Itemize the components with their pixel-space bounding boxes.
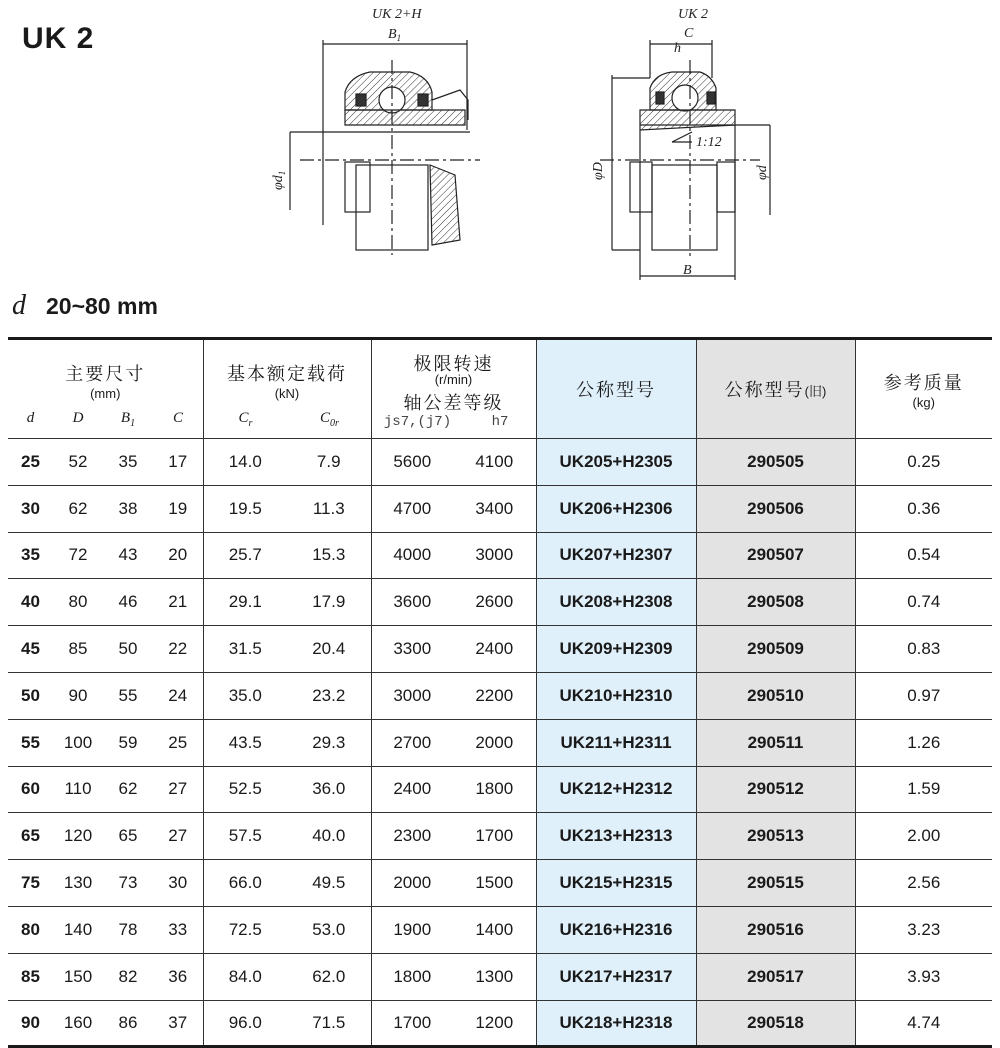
B-dim-label: B	[683, 263, 692, 278]
cell-Cr: 14.0	[203, 439, 287, 486]
cell-Cr: 31.5	[203, 626, 287, 673]
range-symbol: d	[12, 290, 26, 321]
hdr-main-dims: 主要尺寸 (mm) d D $B_1$ C	[8, 339, 203, 439]
cell-old-model: 290515	[696, 860, 855, 907]
cell-mass: 0.25	[855, 439, 992, 486]
cell-model: UK205+H2305	[536, 439, 696, 486]
cell-D: 120	[53, 813, 103, 860]
cell-C: 17	[153, 439, 203, 486]
cell-d: 85	[8, 953, 53, 1000]
cell-C0r: 71.5	[287, 1000, 371, 1047]
cell-D: 62	[53, 485, 103, 532]
cell-Cr: 29.1	[203, 579, 287, 626]
cell-D: 90	[53, 672, 103, 719]
cell-C0r: 49.5	[287, 860, 371, 907]
cell-d: 45	[8, 626, 53, 673]
spec-table	[8, 337, 992, 1048]
cell-B1: 78	[103, 906, 153, 953]
cell-B1: 46	[103, 579, 153, 626]
cell-D: 72	[53, 532, 103, 579]
cell-speed-h7: 1400	[453, 906, 536, 953]
cell-old-model: 290512	[696, 766, 855, 813]
cell-Cr: 35.0	[203, 672, 287, 719]
cell-old-model: 290509	[696, 626, 855, 673]
h-dim-label: h	[674, 41, 681, 56]
table-header	[8, 339, 992, 439]
hdr-speed: 极限转速 (r/min) 轴公差等级 js7,(j7) h7	[371, 339, 536, 439]
cell-C0r: 62.0	[287, 953, 371, 1000]
cell-speed-h7: 4100	[453, 439, 536, 486]
cell-Cr: 52.5	[203, 766, 287, 813]
cell-model: UK207+H2307	[536, 532, 696, 579]
b1-dim-label: $B_1$	[388, 27, 402, 43]
cell-speed-h7: 1500	[453, 860, 536, 907]
cell-model: UK206+H2306	[536, 485, 696, 532]
cell-C0r: 53.0	[287, 906, 371, 953]
cell-C0r: 23.2	[287, 672, 371, 719]
cell-Cr: 57.5	[203, 813, 287, 860]
table-row	[8, 532, 992, 579]
cell-C: 22	[153, 626, 203, 673]
cell-mass: 0.74	[855, 579, 992, 626]
cell-model: UK216+H2316	[536, 906, 696, 953]
cell-speed-js7: 1900	[371, 906, 453, 953]
hdr-mass: 参考质量 (kg)	[855, 339, 992, 439]
cell-d: 90	[8, 1000, 53, 1047]
cell-d: 60	[8, 766, 53, 813]
table-row	[8, 1000, 992, 1047]
cell-C: 20	[153, 532, 203, 579]
cell-speed-js7: 4000	[371, 532, 453, 579]
cell-speed-h7: 2200	[453, 672, 536, 719]
cell-speed-js7: 2400	[371, 766, 453, 813]
cell-speed-h7: 1200	[453, 1000, 536, 1047]
table-row	[8, 860, 992, 907]
cell-B1: 86	[103, 1000, 153, 1047]
hdr-model: 公称型号	[536, 339, 696, 439]
cell-mass: 1.26	[855, 719, 992, 766]
cell-B1: 38	[103, 485, 153, 532]
bearing-drawings	[0, 0, 1000, 290]
cell-mass: 0.54	[855, 532, 992, 579]
cell-model: UK215+H2315	[536, 860, 696, 907]
cell-D: 110	[53, 766, 103, 813]
cell-B1: 55	[103, 672, 153, 719]
cell-C: 33	[153, 906, 203, 953]
cell-model: UK212+H2312	[536, 766, 696, 813]
cell-speed-h7: 1800	[453, 766, 536, 813]
cell-mass: 1.59	[855, 766, 992, 813]
table-row	[8, 485, 992, 532]
cell-d: 80	[8, 906, 53, 953]
cell-D: 130	[53, 860, 103, 907]
d-dim-label: φd	[755, 165, 770, 180]
hdr-old-model: 公称型号(旧)	[696, 339, 855, 439]
table-row	[8, 813, 992, 860]
cell-model: UK213+H2313	[536, 813, 696, 860]
cell-B1: 65	[103, 813, 153, 860]
cell-B1: 50	[103, 626, 153, 673]
cell-d: 25	[8, 439, 53, 486]
cell-model: UK218+H2318	[536, 1000, 696, 1047]
cell-C: 21	[153, 579, 203, 626]
cell-old-model: 290508	[696, 579, 855, 626]
cell-C: 19	[153, 485, 203, 532]
taper-label: 1:12	[696, 135, 722, 150]
cell-B1: 43	[103, 532, 153, 579]
cell-C0r: 29.3	[287, 719, 371, 766]
cell-D: 100	[53, 719, 103, 766]
cell-speed-h7: 2000	[453, 719, 536, 766]
cell-d: 65	[8, 813, 53, 860]
table-row	[8, 626, 992, 673]
cell-speed-js7: 1700	[371, 1000, 453, 1047]
cell-Cr: 72.5	[203, 906, 287, 953]
table-row	[8, 906, 992, 953]
cell-Cr: 96.0	[203, 1000, 287, 1047]
cell-C0r: 7.9	[287, 439, 371, 486]
cell-speed-js7: 2300	[371, 813, 453, 860]
cell-old-model: 290510	[696, 672, 855, 719]
cell-mass: 0.83	[855, 626, 992, 673]
table-row	[8, 579, 992, 626]
cell-speed-h7: 2400	[453, 626, 536, 673]
cell-C: 24	[153, 672, 203, 719]
cell-B1: 35	[103, 439, 153, 486]
cell-old-model: 290511	[696, 719, 855, 766]
cell-C0r: 17.9	[287, 579, 371, 626]
cell-speed-js7: 5600	[371, 439, 453, 486]
uk2-drawing	[600, 40, 770, 280]
cell-speed-h7: 1300	[453, 953, 536, 1000]
cell-C: 27	[153, 813, 203, 860]
cell-d: 40	[8, 579, 53, 626]
cell-D: 150	[53, 953, 103, 1000]
cell-C: 25	[153, 719, 203, 766]
cell-mass: 2.00	[855, 813, 992, 860]
cell-mass: 3.93	[855, 953, 992, 1000]
d1-dim-label: $\varphi d_1$	[271, 170, 287, 190]
cell-C0r: 15.3	[287, 532, 371, 579]
cell-old-model: 290507	[696, 532, 855, 579]
cell-model: UK210+H2310	[536, 672, 696, 719]
cell-model: UK209+H2309	[536, 626, 696, 673]
cell-speed-h7: 3400	[453, 485, 536, 532]
cell-Cr: 84.0	[203, 953, 287, 1000]
uk2h-label: UK 2+H	[372, 7, 422, 22]
cell-D: 140	[53, 906, 103, 953]
cell-speed-js7: 2700	[371, 719, 453, 766]
cell-D: 160	[53, 1000, 103, 1047]
uk2h-drawing	[290, 40, 480, 255]
range-value: 20~80 mm	[46, 293, 158, 319]
cell-mass: 4.74	[855, 1000, 992, 1047]
cell-D: 85	[53, 626, 103, 673]
cell-C: 30	[153, 860, 203, 907]
cell-old-model: 290513	[696, 813, 855, 860]
c-dim-label: C	[684, 26, 694, 41]
cell-B1: 62	[103, 766, 153, 813]
cell-old-model: 290506	[696, 485, 855, 532]
cell-speed-js7: 1800	[371, 953, 453, 1000]
cell-Cr: 66.0	[203, 860, 287, 907]
hdr-load: 基本额定载荷 (kN) $C_r$ $C_{0r}$	[203, 339, 371, 439]
table-row	[8, 672, 992, 719]
cell-C0r: 20.4	[287, 626, 371, 673]
D-dim-label: φD	[591, 162, 606, 180]
page-title: UK 2	[22, 22, 95, 55]
cell-Cr: 43.5	[203, 719, 287, 766]
cell-d: 35	[8, 532, 53, 579]
cell-C: 37	[153, 1000, 203, 1047]
cell-Cr: 25.7	[203, 532, 287, 579]
cell-speed-js7: 2000	[371, 860, 453, 907]
cell-C: 27	[153, 766, 203, 813]
bore-range	[12, 290, 158, 322]
cell-C0r: 40.0	[287, 813, 371, 860]
cell-speed-js7: 3600	[371, 579, 453, 626]
cell-mass: 2.56	[855, 860, 992, 907]
cell-d: 55	[8, 719, 53, 766]
cell-C0r: 36.0	[287, 766, 371, 813]
cell-B1: 73	[103, 860, 153, 907]
cell-B1: 59	[103, 719, 153, 766]
cell-D: 52	[53, 439, 103, 486]
uk2-label: UK 2	[678, 7, 708, 22]
cell-old-model: 290517	[696, 953, 855, 1000]
cell-mass: 0.97	[855, 672, 992, 719]
cell-d: 50	[8, 672, 53, 719]
table-row	[8, 439, 992, 486]
cell-mass: 3.23	[855, 906, 992, 953]
cell-C: 36	[153, 953, 203, 1000]
cell-speed-js7: 4700	[371, 485, 453, 532]
table-row	[8, 953, 992, 1000]
cell-speed-js7: 3000	[371, 672, 453, 719]
cell-old-model: 290518	[696, 1000, 855, 1047]
cell-Cr: 19.5	[203, 485, 287, 532]
cell-model: UK217+H2317	[536, 953, 696, 1000]
cell-model: UK208+H2308	[536, 579, 696, 626]
cell-mass: 0.36	[855, 485, 992, 532]
cell-old-model: 290505	[696, 439, 855, 486]
cell-B1: 82	[103, 953, 153, 1000]
cell-d: 30	[8, 485, 53, 532]
cell-speed-h7: 3000	[453, 532, 536, 579]
cell-model: UK211+H2311	[536, 719, 696, 766]
cell-speed-h7: 2600	[453, 579, 536, 626]
cell-speed-js7: 3300	[371, 626, 453, 673]
cell-old-model: 290516	[696, 906, 855, 953]
cell-D: 80	[53, 579, 103, 626]
cell-speed-h7: 1700	[453, 813, 536, 860]
table-row	[8, 719, 992, 766]
cell-C0r: 11.3	[287, 485, 371, 532]
table-row	[8, 766, 992, 813]
cell-d: 75	[8, 860, 53, 907]
